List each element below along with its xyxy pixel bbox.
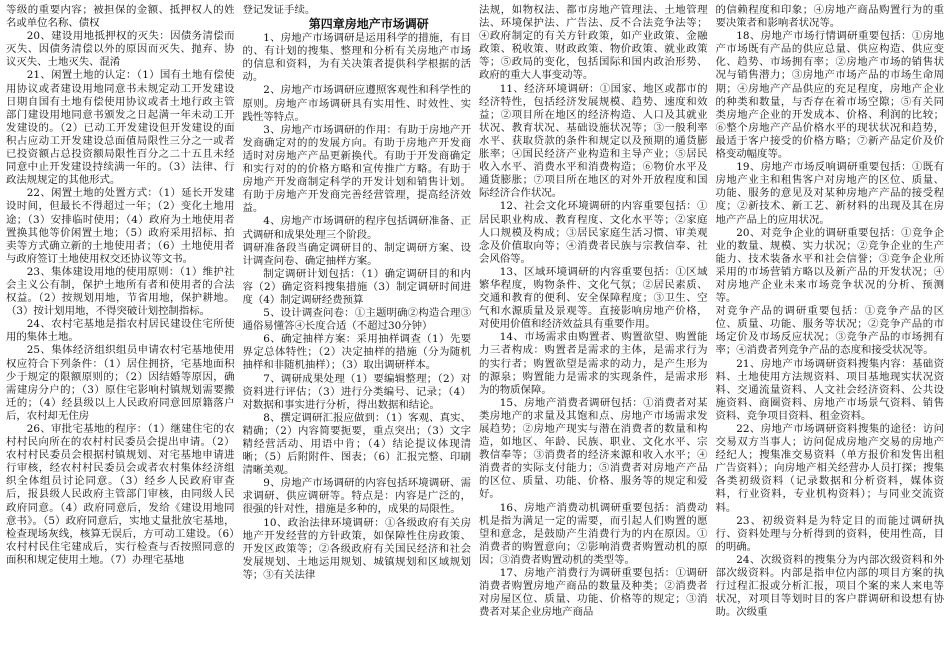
paragraph: 10、政治法律环境调研：①各级政府有关房地产开发经营的方针政策，如保障性住房政策、开发区政策等；②各级政府有关国民经济和社会发展规划、土地运用规划、城镇规划和区域规划等；③有关法律 (242, 516, 471, 581)
paragraph: 调研准备段当确定调研目的、制定调研方案、设计调查问卷、确定抽样方案。 (242, 241, 471, 267)
chapter-title: 第四章房地产市场调研 (308, 17, 429, 32)
paragraph: 24、次级资料的搜集分为内部次级资料和外部次级资料。内部是指申位内部的项目方案的执行过程汇报或分析汇报，项目个案的来人来电等状况，对项目等划时目的客户群调研和设想有协助。次级重 (715, 553, 944, 619)
paragraph: 12、社会文化环境调研的内容重要包括：①居民职业构成、教育程度、文化水平等；②家庭人口规模及构成；③居民家庭生活习惯、审美观念及价值取向等；④消费者民族与宗教信奉、社会风俗等。 (479, 200, 708, 265)
paragraph: 22、闲置土地的处置方式：（1）延长开发建设时间，但最长不得超过一年；（2）变化土地用途；（3）安排临时使用；（4）政府为土地使用者置换其他等价闲置土地；（5）政府采用招标、拍卖等方式确立新的土地使用者；（6）土地使用者与政府签订土地使用权交还协议等文书。 (6, 187, 235, 265)
paragraph: 20、对竞争企业的调研重要包括：①竞争企业的数量、规模、实力状况；②竞争企业的生产能力、技术装备水平和社会信誉；③竞争企业所采用的市场营销方略以及新产品的开发状况；④对房地产企业未来市场竞争状况的分析、预测等。 (715, 226, 944, 305)
paragraph: 26、审批宅基地的程序：（1）继建住宅的农村村民向所在的农村村民委员会提出申请。（2）农村村民委员会根据村镇规划、对宅基地申请进行审核，经农村村民委员会或者农村集体经济组织全体组员讨论同意。（3）经乡人民政府审查后，报县级人民政府主管部门审核，由同级人民政府同意。（4）政府同意后，发给《建设用地同意书》。（5）政府同意后，实地丈量批放宅基地，检查现场灰线，核算无误后，方可动工建设。（6）农村村民住宅建成后，实行检查与否按照同意的面积和规定使用土地。（7）办理宅基地 (6, 423, 235, 566)
paragraph: 1、房地产市场调研是运用科学的措施，有目的、有计划的搜集、整理和分析有关房地产市场的信息和资料，为有关决策者提供科学根据的活动。 (242, 32, 471, 84)
paragraph: 5、设计调查问卷：①主题明确②构造合理③通俗易懂答④长度合适（不超过30分钟） (242, 307, 471, 333)
paragraph: 4、房地产市场调研的程序包括调研准备、正式调研和成果处理三个阶段。 (242, 215, 471, 241)
paragraph: 8、撰定调研汇报应做到：（1）客观、真实、精确；（2）内容简要扼要，重点突出；（3）文字精经营活动、用语中肯；（4）结论提议体现清晰；（5）后附附件、图表；（6）汇报完整、印刷清晰美观。 (242, 411, 471, 477)
paragraph: 21、房地产市场调研资料搜集内容：基础资料、土地使用方法规资料、项目基地现实状况资料、交通流量资料、人文社会经济资料、公共设施资料、商圈资料、房地产市场景气资料、销售资料、竞争项目资料、租金资料。 (715, 357, 944, 422)
text-column-4 (716, 4, 945, 672)
text-column-3 (479, 4, 708, 672)
paragraph: 21、闲置土地的认定：（1）国有土地有偿使用协议或者建设用地同意书未规定动工开发建设日期自国有土地有偿使用协议或者土地行政主管部门建设用地同意书颁发之日起满一年未动工开发建设的。（2）已动工开发建设但开发建设的面积占应动工开发建设总面值局限性三分之一或者已投资额占总投资额局限性百分之二十五且未经同意中止开发建设持续满一年的。（3）法律、行政法规规定的其他形式。 (6, 69, 235, 187)
paragraph: 22、房地产市场调研资料搜集的途径：访问交易双方当事人；访问促成房地产交易的房地产经纪人；搜集准交易资料（单方报价和发售出租广告资料）；向房地产相关经营办人员打探；搜集各类初级资料（记录数据和分析资料，媒体资料，行业资料，专业机构资料）；与同业交流资料。 (715, 423, 944, 514)
paragraph: 的信赖程度和印象；④房地产商品购置行为的重要决策者和影响者状况等。 (715, 4, 944, 30)
paragraph: 24、农村宅基地是指农村居民建设住宅所使用的集体土地。 (6, 318, 235, 344)
paragraph: 14、市场需求由购置者、购置欲望、购置能力三者构成：购置者是需求的主体，是需求行为的实行者；购置欲望是需求的动力，是产生形为的源泉；购置能力是需求的实现条件，是需求形为的物质保障。 (479, 331, 708, 396)
paragraph: 16、房地产消费动机调研重要包括：消费动机是指为满足一定的需要，而引起人们购置的愿望和意念，是鼓励产生消费行为的内在原因。①消费者的购置意向；②影响消费者购置动机的原因；③消费者购置动机的类型等。 (479, 501, 708, 566)
paragraph: 17、房地产消费行为调研重要包括：①调研消费者购置房地产商品的数量及种类；②消费者对房屋区位、质量、功能、价格等的规定；③消费者对某企业房地产商品 (479, 567, 708, 619)
paragraph: 23、集体建设用地的使用原则：（1）维护社会主义公有制，保护土地所有者和使用者的合法权益。（2）按规划用地，节省用地，保护耕地。（3）按计划用地，不得突破计划控制指标。 (6, 265, 235, 318)
paragraph: 11、经济环境调研：①国家、地区或都市的经济特性，包括经济发展规模、趋势、速度和效益；②项目所在地区的经济构造、人口及其就业状况、教育状况、基础设施状况等；③一般利率水平、获取贷款的条件和规定以及预期的通货膨胀率；④国民经济产业构造和主导产业；⑤居民收入水平、消费水平和消费构造；⑥物价水平及通货膨胀；⑦项目所在地区的对外开放程度和国际经济合作状况。 (479, 82, 708, 200)
paragraph: 对竞争产品的调研重要包括：①竞争产品的区位、质量、功能、服务等状况；②竞争产品的市场定价及市场反应状况；③竞争产品的市场拥有率；④消费者列竞争产品的态度和接受状况等。 (715, 305, 944, 357)
paragraph: 9、房地产市场调研的内容包括环境调研、需求调研、供应调研等。特点是：内容是广泛的，很强的针对性，措施是多种的，成果的局限性。 (242, 477, 471, 516)
paragraph: 2、房地产市场调研应遵照客观性和科学性的原则。房地产市场调研具有实用性、时效性、实践性等特点。 (242, 84, 471, 123)
text-column-1 (6, 4, 235, 672)
paragraph: 等级的重要内容；被担保的金额、抵押权人的姓名或单位名称、债权 (6, 4, 235, 30)
paragraph: 15、房地产消费者调研包括：①消费者对某类房地产的求量及其饱和点、房地产市场需求发展趋势；②房地产现实与潜在消费者的数量和构造，如地区、年龄、民族、职业、文化水平、宗教信奉等；③消费者的经济来源和收入水平；④消费者的实际支付能力；⑤消费者对房地产产品的区位、质量、功能、价格、服务等的规定和爱好。 (479, 396, 708, 501)
paragraph: 7、调研成果处理（1）要编辑整理；（2）对资料进行评估；（3）进行分类编号、记录；（4）对数据和事实进行分析，得出数据和结论。 (242, 372, 471, 411)
paragraph: 13、区域环境调研的内容重要包括：①区域繁华程度，购物条件、文化气氛；②居民素质、交通和教育的便利、安全保障程度；③卫生、空气和水源质量及景观等。直接影响房地产价格，对使用价值和经济效益具有重要作用。 (479, 265, 708, 331)
paragraph: 法规，如物权法、都市房地产管理法、土地管理法、环境保护法、广告法、反不合法竞争法等；④政府制定的有关方针政策，如产业政策、金融政策、税收策、财政政策、物价政策、就业政策等；⑤政局的变化，包括国际和国内政治形势、政府的重大人事变动等。 (479, 4, 708, 82)
paragraph: 3、房地产市场调研的作用：有助于房地产开发商确定对的的发展方向。有助于房地产开发商适时对房地产产品更新换代。有助于开发商确定和实行对的的价格方略和宣传推广方略。有助于房地产开发商制定科学的开发计划和销售计划。有助于房地产开发商完善经营管理，提高经济效益。 (242, 123, 471, 215)
paragraph: 25、集体经济组织组员申请农村宅基地使用权应符合下列条件：（1）居住拥挤，宅基地面积少于规定的限额原则的；（2）因结婚等原因，确需建房分户的；（3）原住宅影响村镇规划需要搬迁的；（4）经县级以上人民政府同意回原籍落户后，农村却无住房 (6, 344, 235, 422)
paragraph: 23、初级资料是为特定目的而能过调研执行、资料处理与分析得到的资料，使用性高，目的明确。 (715, 514, 944, 553)
paragraph: 19、房地产市场反响调研重要包括：①既有房地产业主和租售客户对房地产的区位、质量、功能、服务的意见及对某种房地产产品的接受程度；②新技术、新工艺、新材料的出现及其在房地产产品上的应用状况。 (715, 161, 944, 226)
text-column-2 (243, 4, 472, 672)
paragraph: 制定调研计划包括：（1）确定调研目的和内容（2）确定资料搜集措施（3）制定调研时间进度（4）制定调研经费预算 (242, 267, 471, 306)
paragraph: 6、确定抽样方案：采用抽样调查（1）先要界定总体特性；（2）决定抽样的措施（分为随机抽样和非随机抽样）；（3）取出调研样本。 (242, 333, 471, 372)
paragraph: 登记发证手续。 (242, 4, 316, 16)
paragraph: 20、建设用地抵押权的灭失：因债务清偿而灭失、因债务清偿以外的原因而灭失、抛弃、协议灭失、土地灭失、混淆 (6, 30, 235, 69)
paragraph: 18、房地产市场行情调研重要包括：①房地产市场既有产品的供应总量、供应构造、供应变化、趋势、市场拥有率；②房地产市场的销售状况与销售潜力；③房地产市场产品的市场生命周期；④房地产产品供应的充足程度，房地产企业的种类和数量，与否存在着市场空隙；⑤有关同类房地产企业的开发成本、价格、利润的比较；⑥整个房地产产品价格水平的现状状况和趋势，最适于客户接受的价格方略；⑦新产品定价及价格变动幅度等。 (715, 30, 944, 161)
